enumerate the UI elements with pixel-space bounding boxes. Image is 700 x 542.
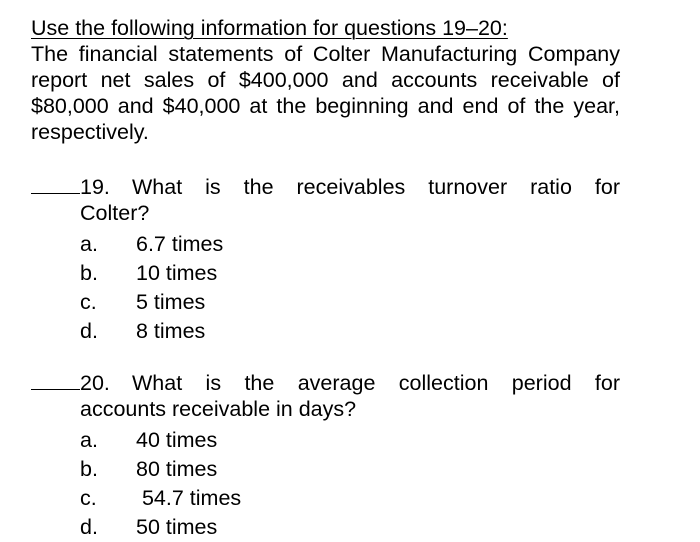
choice-letter: d. [80,319,98,343]
section-heading: Use the following information for questions 19–20: [31,16,508,40]
question-text-line2: accounts receivable in days? [80,397,357,421]
choice-answer: 40 times [136,428,218,452]
choice-answer: 10 times [136,261,218,285]
choice-letter: a. [80,232,98,256]
choice-letter: d. [80,515,98,539]
choice-c [31,484,620,513]
choice-answer: 80 times [136,457,218,481]
choice-answer: 50 times [136,515,218,539]
choice-b [31,455,620,484]
answer-choices [31,426,620,542]
question-20 [31,370,620,542]
choice-a [31,230,620,259]
choice-d [31,513,620,542]
choice-answer: 8 times [136,319,206,343]
intro-paragraph: The financial statements of Colter Manufacturing Company report net sales of $400,000 and accounts receivable of $80,000 and $40,000 at the beginning and end of the year, respectively. [31,42,620,144]
document [31,15,620,539]
question-text-line1: What is the receivables turnover ratio for [132,175,620,199]
choice-a [31,426,620,455]
question-number: 20. [80,371,110,395]
question-text-line1: What is the average collection period for [132,371,620,395]
choice-letter: b. [80,457,98,481]
choice-answer: 5 times [136,290,206,314]
choice-answer: 54.7 times [136,486,242,510]
choice-d [31,317,620,346]
answer-blank[interactable] [31,370,80,390]
choice-b [31,259,620,288]
choice-letter: b. [80,261,98,285]
choice-letter: c. [80,486,97,510]
answer-choices [31,230,620,346]
answer-blank[interactable] [31,174,80,194]
question-number: 19. [80,175,110,199]
choice-answer: 6.7 times [136,232,224,256]
choice-c [31,288,620,317]
question-text-line2: Colter? [80,201,150,225]
choice-letter: a. [80,428,98,452]
question-19 [31,174,620,346]
choice-letter: c. [80,290,97,314]
